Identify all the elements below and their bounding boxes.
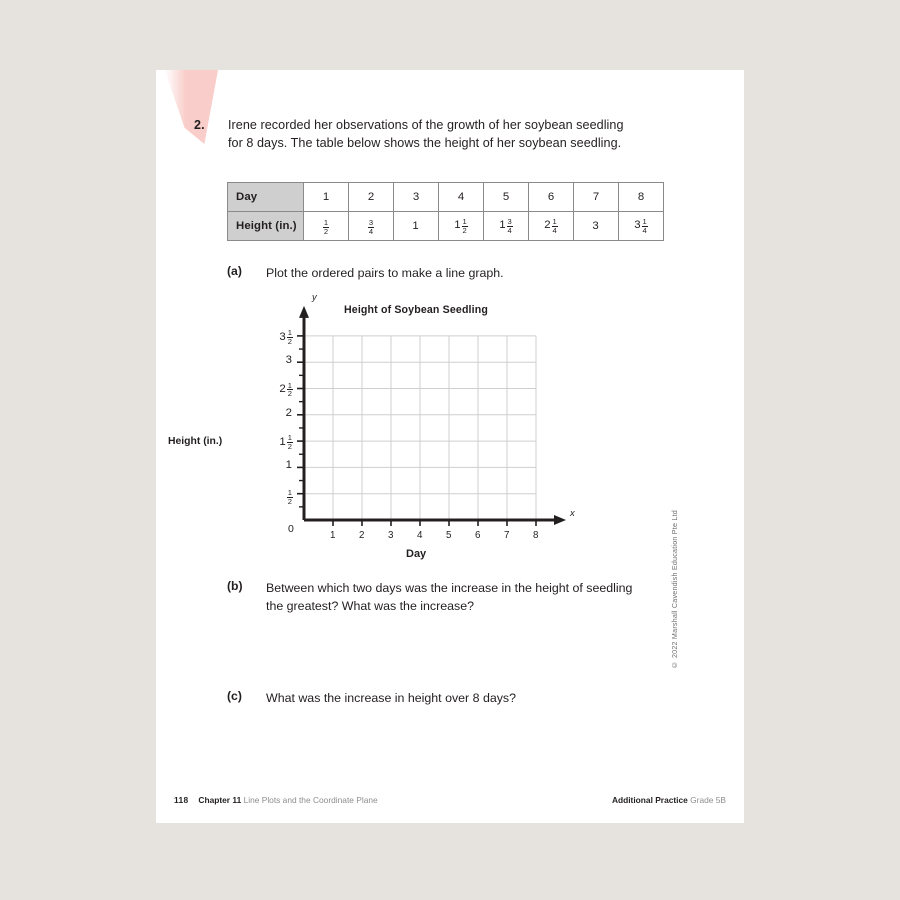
- footer-page-number: 118: [174, 795, 189, 805]
- y-tick-label: 1: [285, 459, 292, 472]
- copyright-notice: © 2022 Marshall Cavendish Education Pte Ltd: [670, 510, 679, 670]
- page-footer: [174, 795, 726, 805]
- y-tick-label: $\frac{1}{2}$: [287, 487, 292, 506]
- y-tick-label: 3: [285, 354, 292, 367]
- y-axis-letter: y: [312, 291, 317, 303]
- x-tick-label: 8: [533, 530, 539, 541]
- x-axis-letter: x: [570, 508, 575, 519]
- height-cell: 2 $\frac{1}{4}$: [529, 212, 574, 241]
- day-cell: 8: [619, 183, 664, 212]
- height-cell: 3 $\frac{1}{4}$: [619, 212, 664, 241]
- part-c-label: (c): [227, 689, 242, 703]
- y-tick-label: 3 $\frac{1}{2}$: [279, 327, 292, 346]
- day-cell: 7: [574, 183, 619, 212]
- height-cell: 3: [574, 212, 619, 241]
- day-cell: 5: [484, 183, 529, 212]
- x-tick-label: 7: [504, 530, 510, 541]
- day-cell: 6: [529, 183, 574, 212]
- day-cell: 4: [439, 183, 484, 212]
- graph-title: Height of Soybean Seedling: [344, 303, 488, 316]
- x-tick-label: 5: [446, 530, 452, 541]
- footer-chapter-title: Line Plots and the Coordinate Plane: [243, 795, 378, 805]
- table-row-height: [228, 212, 664, 241]
- height-cell: 1 $\frac{3}{4}$: [484, 212, 529, 241]
- y-axis-title: Height (in.): [168, 435, 223, 447]
- worksheet-page: [156, 70, 744, 823]
- y-tick-label: 1 $\frac{1}{2}$: [279, 433, 292, 452]
- footer-grade: Grade 5B: [690, 795, 726, 805]
- ribbon-fade-overlay: [156, 70, 186, 144]
- x-tick-label: 1: [330, 530, 336, 541]
- footer-chapter: Chapter 11: [198, 795, 242, 805]
- height-cell: $\frac{1}{2}$: [304, 212, 349, 241]
- soybean-data-table: [227, 182, 664, 241]
- footer-section: Additional Practice: [611, 795, 688, 805]
- row-label-day: Day: [228, 183, 304, 212]
- day-cell: 1: [304, 183, 349, 212]
- part-a-label: (a): [227, 264, 242, 278]
- y-tick-label: 2: [285, 406, 292, 419]
- question-prompt: Irene recorded her observations of the growth of her soybean seedling for 8 days. The table below shows the height of her soybean seedling.: [228, 118, 624, 151]
- part-a-text: Plot the ordered pairs to make a line graph.: [266, 266, 504, 280]
- table-row-day: [228, 183, 664, 212]
- graph-grid: [246, 288, 566, 568]
- origin-label: 0: [288, 523, 294, 535]
- x-tick-label: 3: [388, 530, 394, 541]
- height-cell: 1: [394, 212, 439, 241]
- part-b-text: Between which two days was the increase in the height of seedling the greatest? What was the increase?: [266, 581, 633, 613]
- day-cell: 3: [394, 183, 439, 212]
- x-axis-title: Day: [406, 548, 427, 560]
- question-number: 2.: [194, 118, 205, 132]
- data-table-wrapper: [227, 182, 664, 241]
- x-tick-label: 4: [417, 530, 423, 541]
- day-cell: 2: [349, 183, 394, 212]
- row-label-height: Height (in.): [228, 212, 304, 241]
- x-tick-label: 6: [475, 530, 481, 541]
- part-b-label: (b): [227, 579, 243, 593]
- part-c-text: What was the increase in height over 8 days?: [266, 691, 517, 705]
- height-cell: 1 $\frac{1}{2}$: [439, 212, 484, 241]
- x-tick-label: 2: [359, 530, 365, 541]
- height-cell: $\frac{3}{4}$: [349, 212, 394, 241]
- coordinate-graph: [168, 288, 575, 568]
- y-tick-label: 2 $\frac{1}{2}$: [279, 380, 292, 399]
